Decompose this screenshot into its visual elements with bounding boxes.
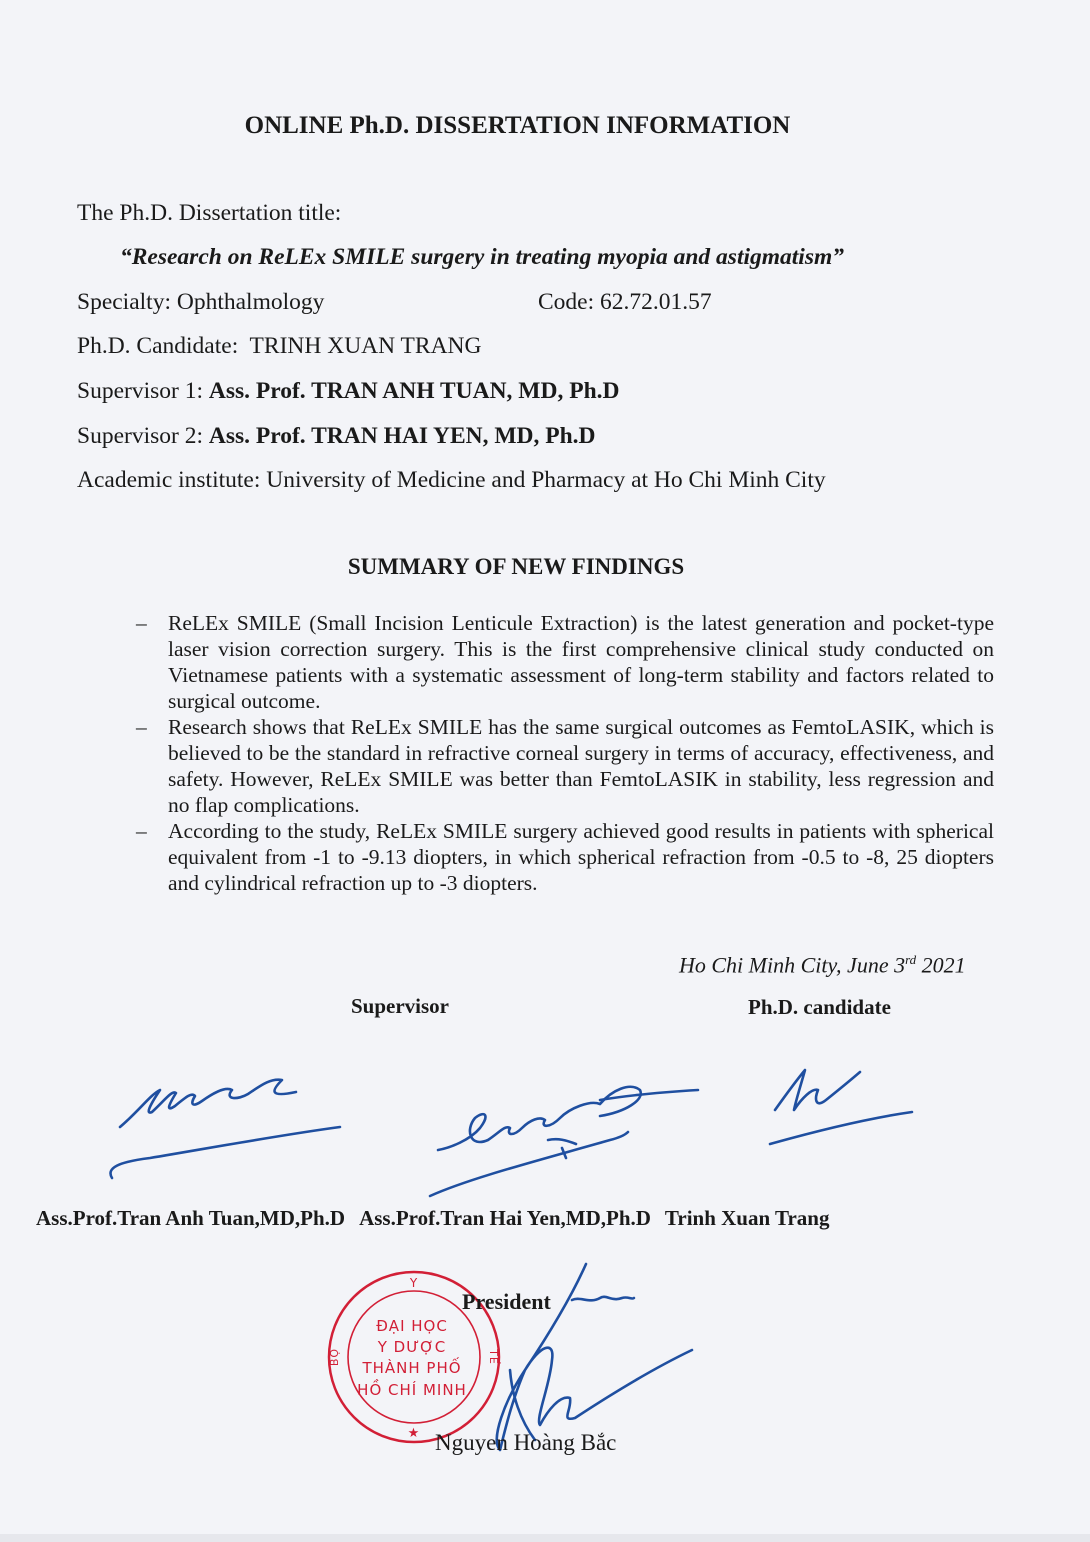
specialty-label: Specialty: <box>77 289 177 315</box>
president-role: President <box>462 1289 551 1314</box>
stamp-line: HỒ CHÍ MINH <box>357 1381 467 1399</box>
dissertation-title-label: The Ph.D. Dissertation title: <box>77 200 342 226</box>
supervisor2-label: Supervisor 2: <box>77 423 209 449</box>
code-value: 62.72.01.57 <box>600 289 712 315</box>
candidate-value: TRINH XUAN TRANG <box>249 333 482 359</box>
supervisor2-value: Ass. Prof. TRAN HAI YEN, MD, Ph.D <box>208 423 596 449</box>
specialty-value: Ophthalmology <box>176 289 325 315</box>
stamp-rim-left: BỘ <box>328 1347 341 1367</box>
finding-text: ReLEx SMILE (Small Incision Lenticule Extraction) is the latest generation and pocket-type laser vision correction surgery. This is the first comprehensive clinical study conducted on Vietnamese patients with a systematic assessment of long-term stability and factors related to surgical outcome. <box>168 611 994 713</box>
summary-heading: SUMMARY OF NEW FINDINGS <box>347 554 685 579</box>
finding-text: According to the study, ReLEx SMILE surgery achieved good results in patients with spherical equivalent from -1 to -9.13 diopters, in which spherical refraction from -0.5 to -8, 25 diopters and cylindrical refraction up to -3 diopters. <box>168 819 994 895</box>
signatory-name: Ass.Prof.Tran Anh Tuan,MD,Ph.D <box>36 1206 346 1230</box>
stamp-star: ★ <box>407 1426 421 1441</box>
president-name: Nguyen Hoàng Bắc <box>435 1430 617 1455</box>
bullet-dash: – <box>136 611 147 635</box>
stamp-rim-right: TẾ <box>487 1349 500 1365</box>
institute-value: University of Medicine and Pharmacy at Ho Chi Minh City <box>266 467 826 493</box>
place-date-ordinal: rd <box>905 952 917 967</box>
place-date-year: 2021 <box>916 952 966 978</box>
supervisor1-label: Supervisor 1: <box>77 378 209 404</box>
finding-text: Research shows that ReLEx SMILE has the same surgical outcomes as FemtoLASIK, which is believed to be the standard in refractive corneal surgery in terms of accuracy, effectiveness, and safety. However, ReLEx SMILE was better than FemtoLASIK in stability, less regression and no flap complications. <box>168 715 994 817</box>
stamp-line: Y DƯỢC <box>377 1338 447 1356</box>
place-date-text: Ho Chi Minh City, June 3 <box>679 952 906 978</box>
supervisor1-value: Ass. Prof. TRAN ANH TUAN, MD, Ph.D <box>208 378 620 404</box>
bullet-dash: – <box>136 819 147 843</box>
stamp-line: THÀNH PHỐ <box>362 1359 462 1377</box>
bullet-dash: – <box>136 715 147 739</box>
signatory-name: Trinh Xuan Trang <box>664 1206 830 1230</box>
candidate-role: Ph.D. candidate <box>748 995 891 1019</box>
supervisor-role: Supervisor <box>351 994 450 1018</box>
stamp-line: ĐẠI HỌC <box>376 1317 448 1335</box>
candidate-label: Ph.D. Candidate: <box>77 333 250 359</box>
signatory-name: Ass.Prof.Tran Hai Yen,MD,Ph.D <box>359 1206 651 1230</box>
page-title: ONLINE Ph.D. DISSERTATION INFORMATION <box>244 112 791 139</box>
stamp-rim-top: Y <box>409 1276 419 1290</box>
code-label: Code: <box>538 289 601 315</box>
dissertation-title: “Research on ReLEx SMILE surgery in treating myopia and astigmatism” <box>120 244 845 270</box>
institute-label: Academic institute: <box>77 467 267 493</box>
page-edge <box>0 1534 1090 1542</box>
